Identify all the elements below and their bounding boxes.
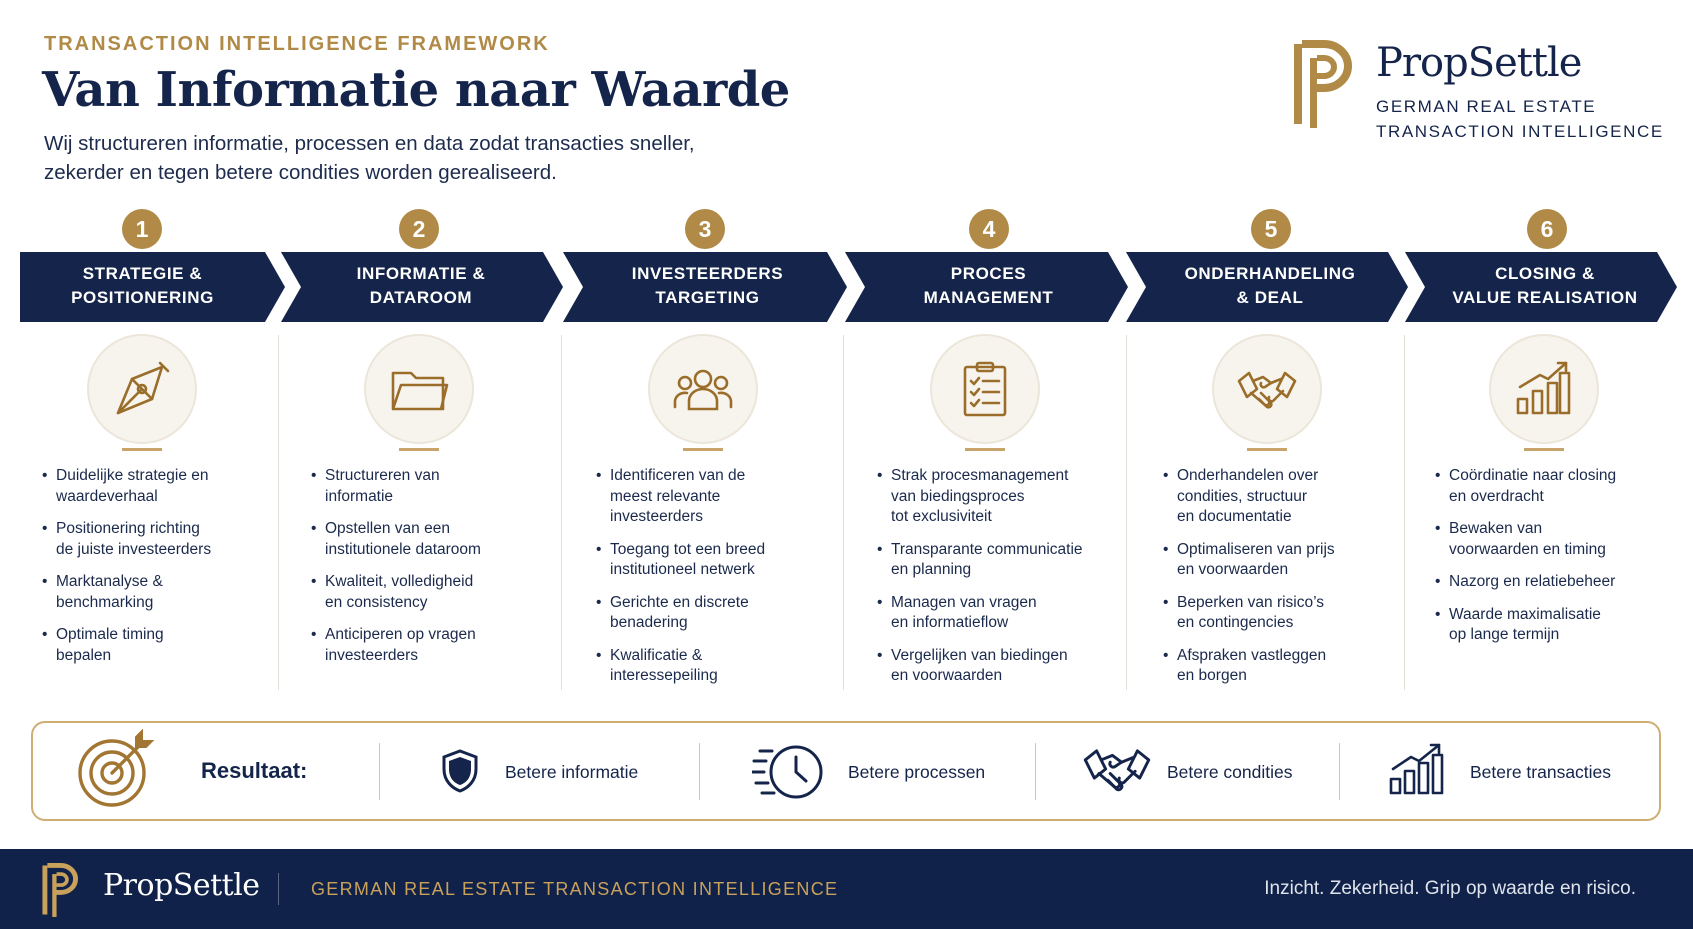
step-title-4-line2: MANAGEMENT xyxy=(923,288,1054,307)
page-title: Van Informatie naar Waarde xyxy=(42,62,790,118)
clock-speed-icon xyxy=(752,743,826,801)
icon-underline xyxy=(1247,448,1287,451)
step-bullets-4 xyxy=(877,466,1117,699)
step-title-2-line2: DATAROOM xyxy=(369,288,473,307)
target-arrow-icon xyxy=(76,729,156,809)
step-title-6-line2: VALUE REALISATION xyxy=(1452,288,1638,307)
step-title-1-line2: POSITIONERING xyxy=(71,288,214,307)
propsettle-logo-icon xyxy=(1290,40,1352,128)
compass-pen-icon xyxy=(112,359,172,419)
propsettle-logo-icon xyxy=(40,862,78,918)
list-item: • Identificeren van de meest relevante investeerders xyxy=(596,466,836,528)
page-subtitle: Wij structureren informatie, processen en data zodat transacties sneller, zekerder en tegen betere condities worden gerealiseerd. xyxy=(44,132,695,184)
step-title-3 xyxy=(585,262,830,314)
footer-separator xyxy=(278,873,279,905)
step-icon-circle-2 xyxy=(364,334,474,444)
result-item-transactions: Betere transacties xyxy=(1470,762,1612,782)
footer-brand-name: PropSettle xyxy=(103,868,260,903)
brand-logo xyxy=(1290,40,1670,140)
step-icon-circle-1 xyxy=(87,334,197,444)
brand-tagline xyxy=(1376,94,1664,144)
result-label: Resultaat: xyxy=(201,758,308,783)
column-divider xyxy=(1404,335,1405,690)
list-item: • Marktanalyse & benchmarking xyxy=(42,572,267,613)
step-number-6: 6 xyxy=(1527,209,1567,249)
step-title-1-line1: STRATEGIE & xyxy=(82,264,203,283)
brand-name: PropSettle xyxy=(1376,40,1582,86)
list-item: • Kwaliteit, volledigheid en consistency xyxy=(311,572,551,613)
group-icon xyxy=(673,359,733,419)
step-icon-circle-3 xyxy=(648,334,758,444)
step-icon-circle-5 xyxy=(1212,334,1322,444)
list-item: • Optimale timing bepalen xyxy=(42,625,267,666)
step-number-1: 1 xyxy=(122,209,162,249)
step-title-4-line1: PROCES xyxy=(950,264,1027,283)
result-item-conditions: Betere condities xyxy=(1167,762,1293,782)
icon-underline xyxy=(399,448,439,451)
column-divider xyxy=(561,335,562,690)
footer-tagline: GERMAN REAL ESTATE TRANSACTION INTELLIGENCE xyxy=(311,879,839,899)
step-title-5 xyxy=(1146,262,1394,314)
step-bullets-1 xyxy=(42,466,267,678)
step-bullets-2 xyxy=(311,466,551,678)
list-item: • Coördinatie naar closing en overdracht xyxy=(1435,466,1670,507)
list-item: • Kwalificatie & interessepeiling xyxy=(596,646,836,687)
step-bullets-3 xyxy=(596,466,836,699)
result-divider xyxy=(1339,743,1340,800)
list-item: • Beperken van risico’s en contingencies xyxy=(1163,593,1398,634)
shield-icon xyxy=(442,749,478,793)
folder-icon xyxy=(389,359,449,419)
result-item-processes: Betere processen xyxy=(848,762,986,782)
list-item: • Strak procesmanagement van biedingsproces tot exclusiviteit xyxy=(877,466,1117,528)
step-title-5-line1: ONDERHANDELING xyxy=(1184,264,1356,283)
icon-underline xyxy=(683,448,723,451)
framework-eyebrow: TRANSACTION INTELLIGENCE FRAMEWORK xyxy=(44,33,550,55)
handshake-icon xyxy=(1237,359,1297,419)
list-item: • Optimaliseren van prijs en voorwaarden xyxy=(1163,540,1398,581)
brand-tagline-line1: GERMAN REAL ESTATE xyxy=(1376,97,1597,116)
step-icon-circle-6 xyxy=(1489,334,1599,444)
list-item: • Gerichte en discrete benadering xyxy=(596,593,836,634)
result-item-information: Betere informatie xyxy=(505,762,639,782)
growth-chart-icon xyxy=(1389,741,1447,796)
list-item: • Waarde maximalisatie op lange termijn xyxy=(1435,605,1670,646)
brand-tagline-line2: TRANSACTION INTELLIGENCE xyxy=(1376,122,1664,141)
step-number-5: 5 xyxy=(1251,209,1291,249)
step-title-6 xyxy=(1425,262,1665,314)
step-title-3-line1: INVESTEERDERS xyxy=(631,264,784,283)
icon-underline xyxy=(122,448,162,451)
icon-underline xyxy=(1524,448,1564,451)
list-item: • Structureren van informatie xyxy=(311,466,551,507)
column-divider xyxy=(843,335,844,690)
list-item: • Anticiperen op vragen investeerders xyxy=(311,625,551,666)
step-title-2-line1: INFORMATIE & xyxy=(356,264,486,283)
step-number-2: 2 xyxy=(399,209,439,249)
list-item: • Duidelijke strategie en waardeverhaal xyxy=(42,466,267,507)
step-title-1 xyxy=(30,262,255,314)
list-item: • Opstellen van een institutionele dataroom xyxy=(311,519,551,560)
list-item: • Onderhandelen over condities, structuur en documentatie xyxy=(1163,466,1398,528)
handshake-icon xyxy=(1083,744,1151,794)
list-item: • Afspraken vastleggen en borgen xyxy=(1163,646,1398,687)
list-item: • Vergelijken van biedingen en voorwaarden xyxy=(877,646,1117,687)
step-title-3-line2: TARGETING xyxy=(655,288,760,307)
result-divider xyxy=(699,743,700,800)
list-item: • Transparante communicatie en planning xyxy=(877,540,1117,581)
icon-underline xyxy=(965,448,1005,451)
column-divider xyxy=(1126,335,1127,690)
step-number-4: 4 xyxy=(969,209,1009,249)
list-item: • Managen van vragen en informatieflow xyxy=(877,593,1117,634)
clipboard-checklist-icon xyxy=(955,359,1015,419)
step-number-3: 3 xyxy=(685,209,725,249)
list-item: • Nazorg en relatiebeheer xyxy=(1435,572,1670,593)
step-title-5-line2: & DEAL xyxy=(1236,288,1304,307)
footer-bar xyxy=(0,849,1693,929)
step-title-4 xyxy=(866,262,1111,314)
list-item: • Bewaken van voorwaarden en timing xyxy=(1435,519,1670,560)
step-bullets-6 xyxy=(1435,466,1670,658)
step-title-6-line1: CLOSING & xyxy=(1495,264,1595,283)
result-divider xyxy=(1035,743,1036,800)
step-bullets-5 xyxy=(1163,466,1398,699)
footer-slogan: Inzicht. Zekerheid. Grip op waarde en risico. xyxy=(1264,878,1636,899)
list-item: • Positionering richting de juiste investeerders xyxy=(42,519,267,560)
step-icon-circle-4 xyxy=(930,334,1040,444)
list-item: • Toegang tot een breed institutioneel netwerk xyxy=(596,540,836,581)
growth-chart-icon xyxy=(1514,359,1574,419)
column-divider xyxy=(278,335,279,690)
result-divider xyxy=(379,743,380,800)
step-title-2 xyxy=(301,262,541,314)
